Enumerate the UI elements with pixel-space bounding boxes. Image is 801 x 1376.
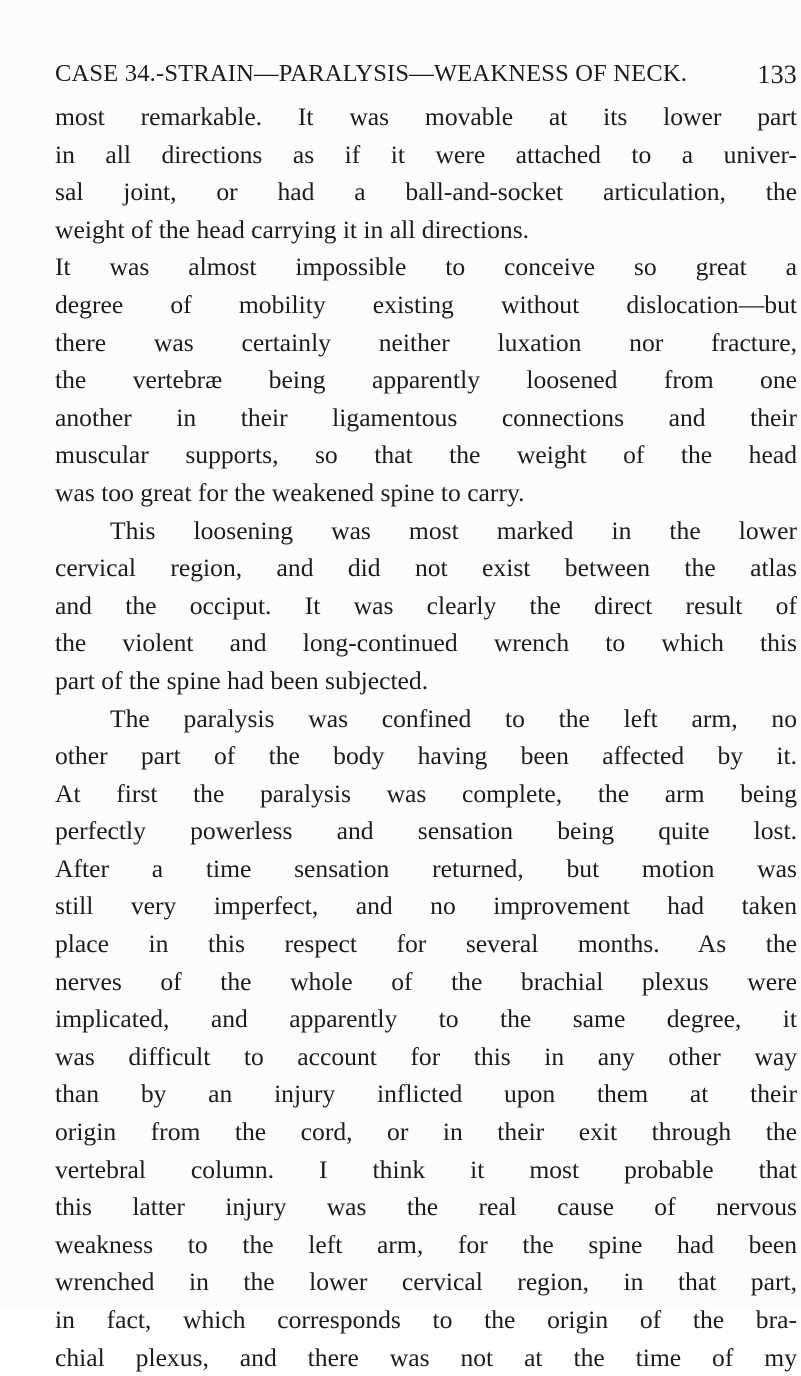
text-line: in all directions as if it were attached to a univer- <box>55 139 797 169</box>
text-line: this latter injury was the real cause of nervous <box>55 1192 797 1222</box>
running-head <box>55 60 797 100</box>
text-line: and the occiput. It was clearly the direct result of <box>55 590 797 620</box>
text-line: It was almost impossible to conceive so great a <box>55 252 797 282</box>
text-line: was too great for the weakened spine to carry. <box>55 477 525 507</box>
text-line: implicated, and apparently to the same degree, it <box>55 1004 797 1034</box>
text-line: After a time sensation returned, but motion was <box>55 853 797 883</box>
text-line: most remarkable. It was movable at its lower part <box>55 102 797 131</box>
text-line: in fact, which corresponds to the origin of the bra- <box>55 1305 797 1334</box>
text-line: perfectly powerless and sensation being quite lost. <box>55 816 797 846</box>
text-line: origin from the cord, or in their exit through the <box>55 1117 797 1147</box>
text-line: another in their ligamentous connections and their <box>55 402 797 432</box>
text-line: degree of mobility existing without dislocation—but <box>55 289 797 319</box>
text-line: other part of the body having been affected by it. <box>55 741 797 771</box>
body-text <box>55 98 797 1376</box>
text-line: was difficult to account for this in any other way <box>55 1041 797 1071</box>
page-number: 133 <box>757 60 797 89</box>
text-line: the violent and long-continued wrench to which this <box>55 628 797 658</box>
text-line: This loosening was most marked in the lower <box>110 515 797 545</box>
text-line: wrenched in the lower cervical region, in that part, <box>55 1267 797 1297</box>
text-line: weight of the head carrying it in all directions. <box>55 214 530 244</box>
text-line: place in this respect for several months. As the <box>55 929 797 959</box>
text-line: chial plexus, and there was not at the time of my <box>55 1342 797 1372</box>
text-line: vertebral column. I think it most probable that <box>55 1154 797 1184</box>
text-line: At first the paralysis was complete, the arm being <box>55 778 797 808</box>
text-line: than by an injury inflicted upon them at their <box>55 1079 797 1109</box>
text-line: The paralysis was confined to the left arm, no <box>110 703 797 733</box>
text-line: the vertebræ being apparently loosened from one <box>55 365 797 395</box>
running-title: CASE 34.-STRAIN—PARALYSIS—WEAKNESS OF NECK. <box>55 60 688 87</box>
text-line: nerves of the whole of the brachial plexus were <box>55 966 797 996</box>
text-line: still very imperfect, and no improvement had taken <box>55 891 797 921</box>
text-line: there was certainly neither luxation nor fracture, <box>55 327 797 357</box>
text-line: part of the spine had been subjected. <box>55 665 429 695</box>
text-line: muscular supports, so that the weight of the head <box>55 440 797 470</box>
text-line: weakness to the left arm, for the spine had been <box>55 1229 797 1259</box>
text-line: sal joint, or had a ball-and-socket articulation, the <box>55 177 797 207</box>
text-line: cervical region, and did not exist between the atlas <box>55 553 797 583</box>
